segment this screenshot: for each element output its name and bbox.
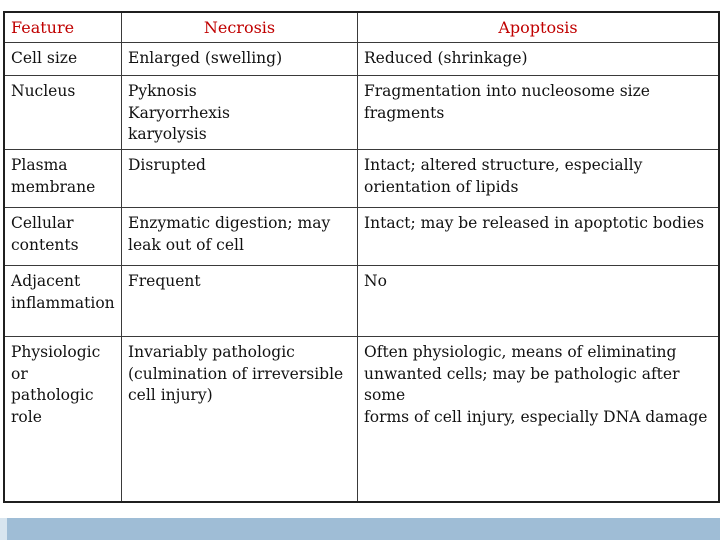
cell-text: membrane: [11, 177, 96, 196]
header-feature: Feature: [5, 13, 122, 43]
cell-text: forms of cell injury, especially DNA damage: [364, 407, 708, 426]
cell-text: Nucleus: [11, 82, 76, 100]
cell-text: contents: [11, 235, 79, 254]
header-necrosis: Necrosis: [122, 13, 358, 43]
row-plasma-membrane-feature: [5, 150, 122, 208]
comparison-table: [3, 11, 720, 503]
cell-text: Enzymatic digestion; may: [128, 214, 331, 232]
cell-text: Disrupted: [128, 156, 206, 174]
cell-text: role: [11, 407, 42, 426]
cell-text: Intact; may be released in apoptotic bodies: [364, 214, 705, 232]
cell-text: Fragmentation into nucleosome size: [364, 82, 650, 100]
row-cell-size-apoptosis: [358, 43, 718, 76]
cell-text: inflammation: [11, 293, 115, 312]
row-cellular-contents-apoptosis: [358, 208, 718, 266]
cell-text: karyolysis: [128, 125, 207, 143]
cell-text: No: [364, 272, 387, 290]
row-cellular-contents-necrosis: [122, 208, 358, 266]
cell-text: Intact; altered structure, especially: [364, 156, 643, 174]
cell-text: Plasma: [11, 156, 68, 174]
row-adjacent-inflammation-apoptosis: [358, 266, 718, 337]
row-nucleus-necrosis: [122, 76, 358, 150]
cell-text: Cell size: [11, 49, 78, 67]
row-nucleus-apoptosis: [358, 76, 718, 150]
cell-text: (culmination of irreversible: [128, 364, 344, 383]
cell-text: Pyknosis: [128, 82, 197, 100]
cell-text: Frequent: [128, 272, 201, 290]
cell-text: unwanted cells; may be pathologic after some: [364, 364, 680, 404]
cell-text: Adjacent: [11, 272, 81, 290]
cell-text: orientation of lipids: [364, 177, 519, 196]
row-adjacent-inflammation-feature: [5, 266, 122, 337]
cell-text: or pathologic: [11, 364, 94, 404]
cell-text: Often physiologic, means of eliminating: [364, 343, 677, 361]
footer-accent: [0, 518, 7, 540]
row-plasma-membrane-necrosis: [122, 150, 358, 208]
cell-text: Karyorrhexis: [128, 103, 230, 122]
cell-text: Cellular: [11, 214, 74, 232]
cell-text: Invariably pathologic: [128, 343, 295, 361]
row-cell-size-necrosis: [122, 43, 358, 76]
cell-text: Physiologic: [11, 343, 101, 361]
row-nucleus-feature: [5, 76, 122, 150]
header-apoptosis: Apoptosis: [358, 13, 718, 43]
row-adjacent-inflammation-necrosis: [122, 266, 358, 337]
row-cellular-contents-feature: [5, 208, 122, 266]
cell-text: leak out of cell: [128, 235, 244, 254]
cell-text: cell injury): [128, 386, 213, 404]
cell-text: Reduced (shrinkage): [364, 49, 528, 67]
row-plasma-membrane-apoptosis: [358, 150, 718, 208]
cell-text: Enlarged (swelling): [128, 49, 283, 67]
row-role-feature: [5, 337, 122, 501]
row-cell-size-feature: [5, 43, 122, 76]
cell-text: fragments: [364, 103, 445, 122]
row-role-necrosis: [122, 337, 358, 501]
row-role-apoptosis: [358, 337, 718, 501]
footer-bar: [0, 518, 720, 540]
